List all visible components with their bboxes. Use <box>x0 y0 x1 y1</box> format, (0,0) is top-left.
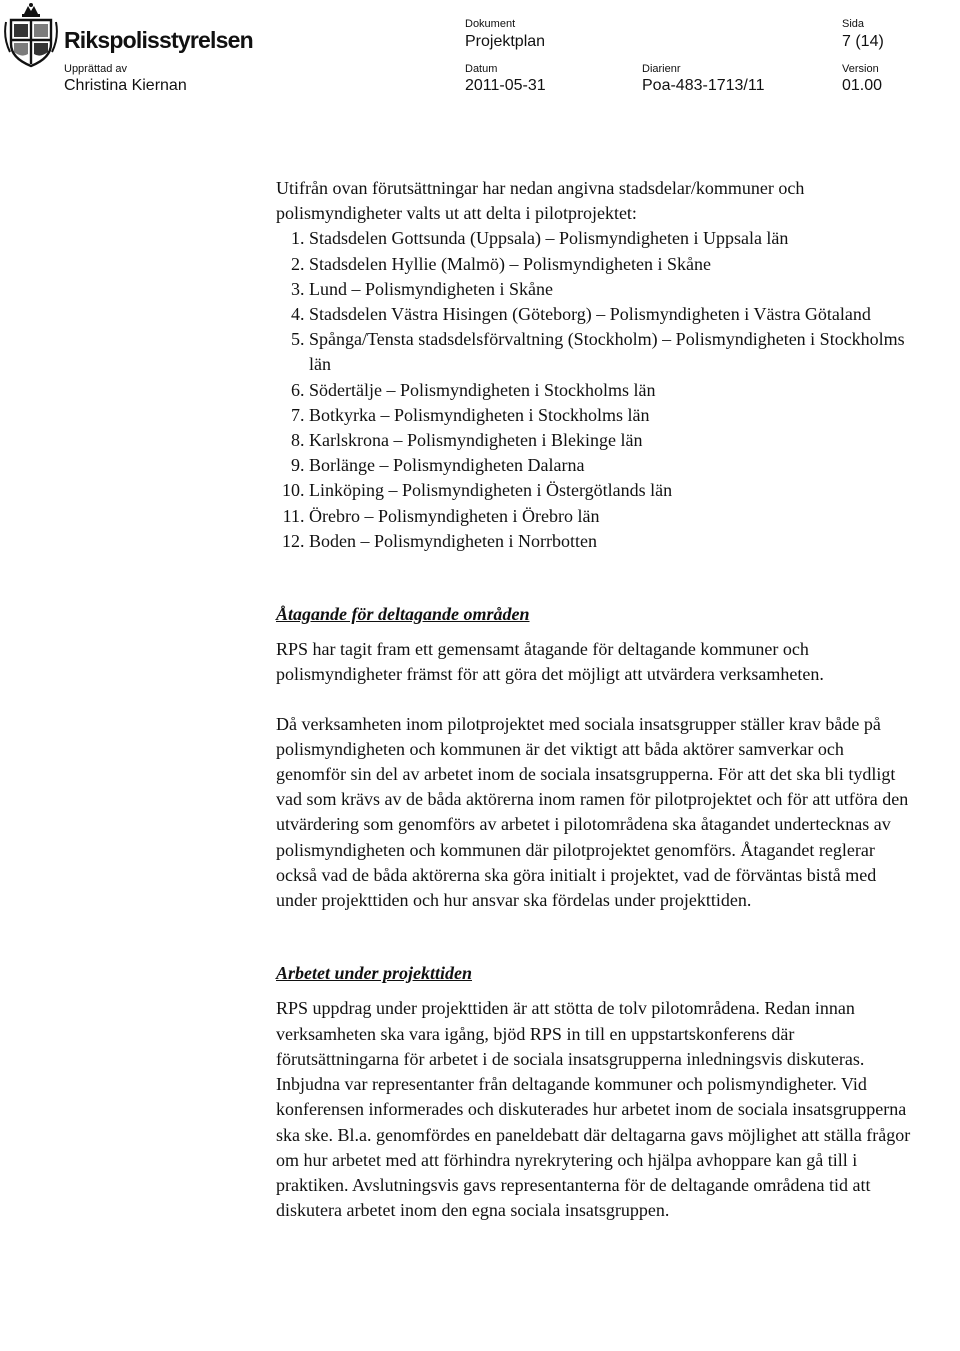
date-label: Datum <box>465 63 498 75</box>
prepared-by-label: Upprättad av <box>64 63 127 75</box>
section-heading-commitment: Åtagande för deltagande områden <box>276 604 530 625</box>
version-label: Version <box>842 63 879 75</box>
list-item: 8. Karlskrona – Polismyndigheten i Blekinge län <box>309 428 916 453</box>
page-value: 7 (14) <box>842 33 884 50</box>
crest-logo-icon <box>2 2 60 68</box>
list-item: 9. Borlänge – Polismyndigheten Dalarna <box>309 453 916 478</box>
section-heading-project-work: Arbetet under projekttiden <box>276 963 473 984</box>
date-value: 2011-05-31 <box>465 77 546 94</box>
list-item: 7. Botkyrka – Polismyndigheten i Stockholms län <box>309 403 916 428</box>
brand-name: Rikspolisstyrelsen <box>64 27 253 53</box>
project-work-paragraph: RPS uppdrag under projekttiden är att stötta de tolv pilotområdena. Redan innan verksamheten ska vara igång, bjöd RPS in till en uppstartskonferens där förutsättningarna för arbetet i de sociala insatsgrupperna inledningsvis diskuteras. Inbjudna var representanter från deltagande kommuner och polismyndigheter. Vid konferensen informerades och diskuterades hur arbetet inom de sociala insatsgrupperna ska ske. Bl.a. genomfördes en paneldebatt där deltagarna gavs möjlighet att ställa frågor om hur arbetet med att förhindra nyrekrytering och hjälpa avhoppare kan gå till i praktiken. Avslutningsvis gavs representanterna för de deltagande områdena tid att diskutera arbetet inom den egna sociala insatsgruppen. <box>276 998 911 1221</box>
list-item: 4. Stadsdelen Västra Hisingen (Göteborg) – Polismyndigheten i Västra Götaland <box>309 302 916 327</box>
list-item: 1. Stadsdelen Gottsunda (Uppsala) – Polismyndigheten i Uppsala län <box>309 226 916 251</box>
intro-paragraph: Utifrån ovan förutsättningar har nedan angivna stadsdelar/kommuner och polismyndigheter valts ut att delta i pilotprojektet: <box>276 178 805 224</box>
version-value: 01.00 <box>842 77 883 94</box>
diary-label: Diarienr <box>642 63 681 75</box>
page-header <box>0 0 960 100</box>
commitment-paragraph-1: RPS har tagit fram ett gemensamt åtagande för deltagande kommuner och polismyndigheter främst för att göra det möjligt att utvärdera verksamheten. <box>276 639 824 685</box>
list-item: 6. Södertälje – Polismyndigheten i Stockholms län <box>309 378 916 403</box>
document-label: Dokument <box>465 18 516 30</box>
list-item: 10. Linköping – Polismyndigheten i Östergötlands län <box>309 478 916 503</box>
prepared-by-value: Christina Kiernan <box>64 77 187 94</box>
list-item: 11. Örebro – Polismyndigheten i Örebro län <box>309 504 916 529</box>
list-item: 12. Boden – Polismyndigheten i Norrbotten <box>309 529 916 554</box>
list-item: 5. Spånga/Tensta stadsdelsförvaltning (Stockholm) – Polismyndigheten i Stockholms län <box>309 327 916 377</box>
diary-value: Poa-483-1713/11 <box>642 77 765 94</box>
commitment-paragraph-2: Då verksamheten inom pilotprojektet med sociala insatsgrupper ställer krav både på polismyndigheten och kommunen är det viktigt att båda aktörer samverkar och genomför sin del av arbetet inom de sociala insatsgrupperna. För att det ska bli tydligt vad som krävs av de båda aktörerna inom ramen för pilotprojektet och för att utföra den utvärdering som genomförs av arbetet i pilotområdena ska åtagandet undertecknas av polismyndigheten och kommunen där pilotprojektet genomförs. Åtagandet reglerar också vad de båda aktörerna ska göra initialt i projektet, vad de förväntas bistå med under projekttiden och hur ansvar ska fördelas under projekttiden. <box>276 713 909 911</box>
pilot-sites-list <box>276 226 916 554</box>
list-item: 3. Lund – Polismyndigheten i Skåne <box>309 277 916 302</box>
document-value: Projektplan <box>465 33 546 50</box>
document-body <box>276 176 916 1223</box>
list-item: 2. Stadsdelen Hyllie (Malmö) – Polismyndigheten i Skåne <box>309 252 916 277</box>
page-label: Sida <box>842 18 865 30</box>
